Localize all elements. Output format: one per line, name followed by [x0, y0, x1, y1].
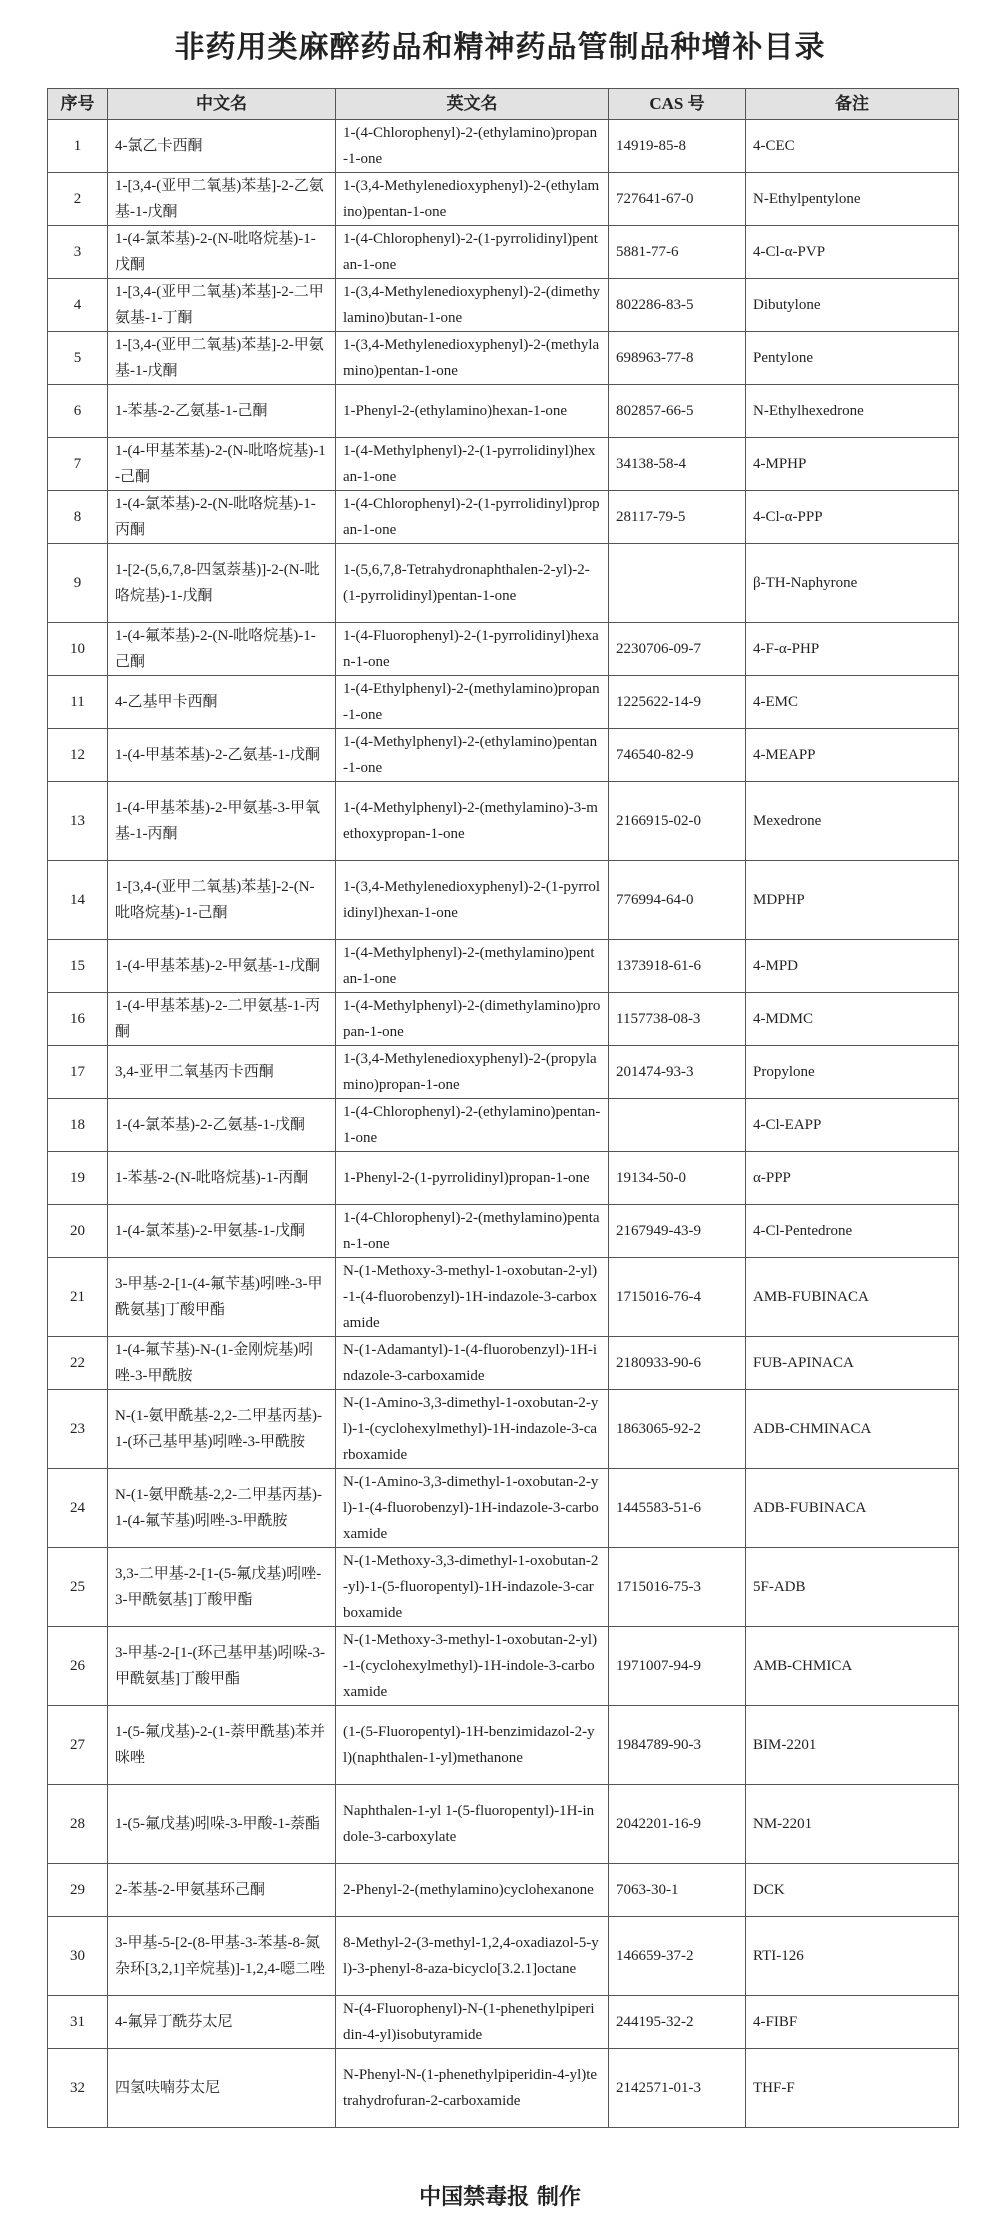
note-cell: FUB-APINACA [746, 1337, 959, 1390]
english-name-cell: 8-Methyl-2-(3-methyl-1,2,4-oxadiazol-5-yl)-3-phenyl-8-aza-bicyclo[3.2.1]octane [336, 1917, 609, 1996]
chinese-name-cell: 1-(4-氟苄基)-N-(1-金刚烷基)吲唑-3-甲酰胺 [108, 1337, 336, 1390]
cas-number-cell: 698963-77-8 [609, 332, 746, 385]
note-cell: 4-Cl-Pentedrone [746, 1205, 959, 1258]
cas-number-cell: 802286-83-5 [609, 279, 746, 332]
table-row [48, 2049, 959, 2128]
row-number-cell: 25 [48, 1548, 108, 1627]
english-name-cell: Naphthalen-1-yl 1-(5-fluoropentyl)-1H-indole-3-carboxylate [336, 1785, 609, 1864]
chinese-name-cell: 1-(4-氯苯基)-2-甲氨基-1-戊酮 [108, 1205, 336, 1258]
english-name-cell: N-Phenyl-N-(1-phenethylpiperidin-4-yl)tetrahydrofuran-2-carboxamide [336, 2049, 609, 2128]
row-number-cell: 4 [48, 279, 108, 332]
english-name-cell: 1-(4-Ethylphenyl)-2-(methylamino)propan-1-one [336, 676, 609, 729]
cas-number-cell: 1715016-76-4 [609, 1258, 746, 1337]
chinese-name-cell: 1-(4-甲基苯基)-2-乙氨基-1-戊酮 [108, 729, 336, 782]
note-cell: ADB-FUBINACA [746, 1469, 959, 1548]
row-number-cell: 3 [48, 226, 108, 279]
table-row [48, 782, 959, 861]
english-name-cell: N-(4-Fluorophenyl)-N-(1-phenethylpiperidin-4-yl)isobutyramide [336, 1996, 609, 2049]
table-row [48, 1205, 959, 1258]
table-header-row [48, 89, 959, 120]
note-cell: 4-MPD [746, 940, 959, 993]
chinese-name-cell: 1-苯基-2-乙氨基-1-己酮 [108, 385, 336, 438]
row-number-cell: 9 [48, 544, 108, 623]
cas-number-cell: 1971007-94-9 [609, 1627, 746, 1706]
english-name-cell: N-(1-Amino-3,3-dimethyl-1-oxobutan-2-yl)-1-(4-fluorobenzyl)-1H-indazole-3-carboxamide [336, 1469, 609, 1548]
note-cell: α-PPP [746, 1152, 959, 1205]
table-row [48, 1548, 959, 1627]
cas-number-cell [609, 1099, 746, 1152]
english-name-cell: N-(1-Methoxy-3-methyl-1-oxobutan-2-yl)-1-(4-fluorobenzyl)-1H-indazole-3-carboxamide [336, 1258, 609, 1337]
table-row [48, 861, 959, 940]
table-row [48, 1390, 959, 1469]
row-number-cell: 16 [48, 993, 108, 1046]
english-name-cell: N-(1-Methoxy-3-methyl-1-oxobutan-2-yl)-1-(cyclohexylmethyl)-1H-indole-3-carboxamide [336, 1627, 609, 1706]
note-cell: 4-MPHP [746, 438, 959, 491]
row-number-cell: 1 [48, 120, 108, 173]
table-row [48, 1258, 959, 1337]
row-number-cell: 5 [48, 332, 108, 385]
cas-number-cell: 1225622-14-9 [609, 676, 746, 729]
note-cell: ADB-CHMINACA [746, 1390, 959, 1469]
note-cell: N-Ethylpentylone [746, 173, 959, 226]
row-number-cell: 18 [48, 1099, 108, 1152]
cas-number-cell: 2042201-16-9 [609, 1785, 746, 1864]
table-row [48, 332, 959, 385]
english-name-cell: N-(1-Methoxy-3,3-dimethyl-1-oxobutan-2-yl)-1-(5-fluoropentyl)-1H-indazole-3-carboxamide [336, 1548, 609, 1627]
cas-number-cell: 1445583-51-6 [609, 1469, 746, 1548]
chinese-name-cell: 1-(5-氟戊基)-2-(1-萘甲酰基)苯并咪唑 [108, 1706, 336, 1785]
table-row [48, 385, 959, 438]
table-row [48, 1046, 959, 1099]
english-name-cell: 1-(3,4-Methylenedioxyphenyl)-2-(propylamino)propan-1-one [336, 1046, 609, 1099]
english-name-cell: 1-Phenyl-2-(1-pyrrolidinyl)propan-1-one [336, 1152, 609, 1205]
header-cas: CAS 号 [609, 89, 746, 120]
note-cell: N-Ethylhexedrone [746, 385, 959, 438]
table-row [48, 623, 959, 676]
table-row [48, 1864, 959, 1917]
english-name-cell: N-(1-Amino-3,3-dimethyl-1-oxobutan-2-yl)-1-(cyclohexylmethyl)-1H-indazole-3-carboxamide [336, 1390, 609, 1469]
footer-credit: 中国禁毒报 制作 [419, 2185, 581, 2210]
table-row [48, 173, 959, 226]
chinese-name-cell: 1-[3,4-(亚甲二氧基)苯基]-2-(N-吡咯烷基)-1-己酮 [108, 861, 336, 940]
cas-number-cell: 7063-30-1 [609, 1864, 746, 1917]
english-name-cell: 1-(4-Chlorophenyl)-2-(ethylamino)propan-1-one [336, 120, 609, 173]
table-row [48, 226, 959, 279]
header-note: 备注 [746, 89, 959, 120]
row-number-cell: 28 [48, 1785, 108, 1864]
row-number-cell: 13 [48, 782, 108, 861]
cas-number-cell: 2180933-90-6 [609, 1337, 746, 1390]
cas-number-cell: 2166915-02-0 [609, 782, 746, 861]
row-number-cell: 23 [48, 1390, 108, 1469]
note-cell: AMB-CHMICA [746, 1627, 959, 1706]
english-name-cell: 1-(4-Methylphenyl)-2-(ethylamino)pentan-1-one [336, 729, 609, 782]
cas-number-cell: 746540-82-9 [609, 729, 746, 782]
note-cell: 5F-ADB [746, 1548, 959, 1627]
note-cell: Propylone [746, 1046, 959, 1099]
english-name-cell: 1-(4-Methylphenyl)-2-(dimethylamino)propan-1-one [336, 993, 609, 1046]
row-number-cell: 2 [48, 173, 108, 226]
note-cell: NM-2201 [746, 1785, 959, 1864]
cas-number-cell: 802857-66-5 [609, 385, 746, 438]
cas-number-cell: 244195-32-2 [609, 1996, 746, 2049]
row-number-cell: 27 [48, 1706, 108, 1785]
note-cell: Mexedrone [746, 782, 959, 861]
note-cell: Pentylone [746, 332, 959, 385]
chinese-name-cell: 四氢呋喃芬太尼 [108, 2049, 336, 2128]
cas-number-cell: 14919-85-8 [609, 120, 746, 173]
cas-number-cell: 1373918-61-6 [609, 940, 746, 993]
row-number-cell: 20 [48, 1205, 108, 1258]
english-name-cell: 1-Phenyl-2-(ethylamino)hexan-1-one [336, 385, 609, 438]
table-row [48, 1152, 959, 1205]
cas-number-cell: 2167949-43-9 [609, 1205, 746, 1258]
cas-number-cell: 1984789-90-3 [609, 1706, 746, 1785]
chinese-name-cell: 1-(4-甲基苯基)-2-甲氨基-1-戊酮 [108, 940, 336, 993]
row-number-cell: 19 [48, 1152, 108, 1205]
table-row [48, 993, 959, 1046]
note-cell: 4-Cl-EAPP [746, 1099, 959, 1152]
note-cell: 4-Cl-α-PPP [746, 491, 959, 544]
table-row [48, 279, 959, 332]
english-name-cell: 1-(3,4-Methylenedioxyphenyl)-2-(methylamino)pentan-1-one [336, 332, 609, 385]
row-number-cell: 14 [48, 861, 108, 940]
table-row [48, 1469, 959, 1548]
note-cell: RTI-126 [746, 1917, 959, 1996]
table-row [48, 1917, 959, 1996]
cas-number-cell: 1157738-08-3 [609, 993, 746, 1046]
row-number-cell: 29 [48, 1864, 108, 1917]
chinese-name-cell: 3,3-二甲基-2-[1-(5-氟戊基)吲唑-3-甲酰氨基]丁酸甲酯 [108, 1548, 336, 1627]
header-chinese-name: 中文名 [108, 89, 336, 120]
table-row [48, 544, 959, 623]
table-row [48, 1337, 959, 1390]
note-cell: THF-F [746, 2049, 959, 2128]
row-number-cell: 15 [48, 940, 108, 993]
note-cell: 4-CEC [746, 120, 959, 173]
row-number-cell: 22 [48, 1337, 108, 1390]
chinese-name-cell: 1-(4-氟苯基)-2-(N-吡咯烷基)-1-己酮 [108, 623, 336, 676]
row-number-cell: 26 [48, 1627, 108, 1706]
table-row [48, 1099, 959, 1152]
row-number-cell: 17 [48, 1046, 108, 1099]
cas-number-cell: 2142571-01-3 [609, 2049, 746, 2128]
table-row [48, 729, 959, 782]
english-name-cell: 1-(4-Methylphenyl)-2-(methylamino)-3-methoxypropan-1-one [336, 782, 609, 861]
note-cell: 4-MDMC [746, 993, 959, 1046]
chinese-name-cell: 1-[3,4-(亚甲二氧基)苯基]-2-甲氨基-1-戊酮 [108, 332, 336, 385]
english-name-cell: 1-(4-Fluorophenyl)-2-(1-pyrrolidinyl)hexan-1-one [336, 623, 609, 676]
table-row [48, 438, 959, 491]
row-number-cell: 31 [48, 1996, 108, 2049]
english-name-cell: 1-(3,4-Methylenedioxyphenyl)-2-(ethylamino)pentan-1-one [336, 173, 609, 226]
table-row [48, 1706, 959, 1785]
row-number-cell: 12 [48, 729, 108, 782]
chinese-name-cell: 3-甲基-2-[1-(4-氟苄基)吲唑-3-甲酰氨基]丁酸甲酯 [108, 1258, 336, 1337]
document-title: 非药用类麻醉药品和精神药品管制品种增补目录 [174, 30, 826, 65]
note-cell: MDPHP [746, 861, 959, 940]
chinese-name-cell: 1-[2-(5,6,7,8-四氢萘基)]-2-(N-吡咯烷基)-1-戊酮 [108, 544, 336, 623]
chinese-name-cell: 1-(4-氯苯基)-2-(N-吡咯烷基)-1-丙酮 [108, 491, 336, 544]
chinese-name-cell: 3-甲基-5-[2-(8-甲基-3-苯基-8-氮杂环[3,2,1]辛烷基)]-1,2,4-噁二唑 [108, 1917, 336, 1996]
chinese-name-cell: 4-乙基甲卡西酮 [108, 676, 336, 729]
row-number-cell: 6 [48, 385, 108, 438]
chinese-name-cell: 1-苯基-2-(N-吡咯烷基)-1-丙酮 [108, 1152, 336, 1205]
cas-number-cell: 5881-77-6 [609, 226, 746, 279]
note-cell: Dibutylone [746, 279, 959, 332]
row-number-cell: 10 [48, 623, 108, 676]
chinese-name-cell: 1-(4-甲基苯基)-2-(N-吡咯烷基)-1-己酮 [108, 438, 336, 491]
cas-number-cell [609, 544, 746, 623]
english-name-cell: N-(1-Adamantyl)-1-(4-fluorobenzyl)-1H-indazole-3-carboxamide [336, 1337, 609, 1390]
row-number-cell: 11 [48, 676, 108, 729]
table-row [48, 1627, 959, 1706]
english-name-cell: (1-(5-Fluoropentyl)-1H-benzimidazol-2-yl)(naphthalen-1-yl)methanone [336, 1706, 609, 1785]
note-cell: 4-FIBF [746, 1996, 959, 2049]
row-number-cell: 32 [48, 2049, 108, 2128]
header-no: 序号 [48, 89, 108, 120]
cas-number-cell: 1863065-92-2 [609, 1390, 746, 1469]
chinese-name-cell: N-(1-氨甲酰基-2,2-二甲基丙基)-1-(4-氟苄基)吲唑-3-甲酰胺 [108, 1469, 336, 1548]
row-number-cell: 7 [48, 438, 108, 491]
table-row [48, 491, 959, 544]
table-row [48, 940, 959, 993]
english-name-cell: 1-(4-Chlorophenyl)-2-(methylamino)pentan-1-one [336, 1205, 609, 1258]
chinese-name-cell: 1-[3,4-(亚甲二氧基)苯基]-2-二甲氨基-1-丁酮 [108, 279, 336, 332]
english-name-cell: 1-(4-Chlorophenyl)-2-(1-pyrrolidinyl)pentan-1-one [336, 226, 609, 279]
header-english-name: 英文名 [336, 89, 609, 120]
cas-number-cell: 201474-93-3 [609, 1046, 746, 1099]
chinese-name-cell: 1-(5-氟戊基)吲哚-3-甲酸-1-萘酯 [108, 1785, 336, 1864]
note-cell: DCK [746, 1864, 959, 1917]
english-name-cell: 1-(4-Chlorophenyl)-2-(ethylamino)pentan-1-one [336, 1099, 609, 1152]
english-name-cell: 1-(4-Methylphenyl)-2-(methylamino)pentan-1-one [336, 940, 609, 993]
chinese-name-cell: 1-(4-甲基苯基)-2-甲氨基-3-甲氧基-1-丙酮 [108, 782, 336, 861]
table-body [48, 120, 959, 2128]
note-cell: BIM-2201 [746, 1706, 959, 1785]
english-name-cell: 1-(4-Methylphenyl)-2-(1-pyrrolidinyl)hexan-1-one [336, 438, 609, 491]
chinese-name-cell: 2-苯基-2-甲氨基环己酮 [108, 1864, 336, 1917]
table-row [48, 1785, 959, 1864]
note-cell: 4-MEAPP [746, 729, 959, 782]
row-number-cell: 21 [48, 1258, 108, 1337]
cas-number-cell: 1715016-75-3 [609, 1548, 746, 1627]
english-name-cell: 1-(3,4-Methylenedioxyphenyl)-2-(dimethylamino)butan-1-one [336, 279, 609, 332]
cas-number-cell: 28117-79-5 [609, 491, 746, 544]
chinese-name-cell: 3-甲基-2-[1-(环己基甲基)吲哚-3-甲酰氨基]丁酸甲酯 [108, 1627, 336, 1706]
controlled-substances-table [47, 88, 959, 2128]
english-name-cell: 1-(3,4-Methylenedioxyphenyl)-2-(1-pyrrolidinyl)hexan-1-one [336, 861, 609, 940]
table-row [48, 1996, 959, 2049]
chinese-name-cell: 4-氯乙卡西酮 [108, 120, 336, 173]
cas-number-cell: 146659-37-2 [609, 1917, 746, 1996]
english-name-cell: 1-(5,6,7,8-Tetrahydronaphthalen-2-yl)-2-(1-pyrrolidinyl)pentan-1-one [336, 544, 609, 623]
row-number-cell: 8 [48, 491, 108, 544]
chinese-name-cell: 3,4-亚甲二氧基丙卡西酮 [108, 1046, 336, 1099]
english-name-cell: 1-(4-Chlorophenyl)-2-(1-pyrrolidinyl)propan-1-one [336, 491, 609, 544]
note-cell: 4-F-α-PHP [746, 623, 959, 676]
cas-number-cell: 34138-58-4 [609, 438, 746, 491]
chinese-name-cell: N-(1-氨甲酰基-2,2-二甲基丙基)-1-(环己基甲基)吲唑-3-甲酰胺 [108, 1390, 336, 1469]
chinese-name-cell: 1-[3,4-(亚甲二氧基)苯基]-2-乙氨基-1-戊酮 [108, 173, 336, 226]
chinese-name-cell: 1-(4-氯苯基)-2-(N-吡咯烷基)-1-戊酮 [108, 226, 336, 279]
chinese-name-cell: 4-氟异丁酰芬太尼 [108, 1996, 336, 2049]
note-cell: 4-Cl-α-PVP [746, 226, 959, 279]
note-cell: 4-EMC [746, 676, 959, 729]
cas-number-cell: 776994-64-0 [609, 861, 746, 940]
cas-number-cell: 727641-67-0 [609, 173, 746, 226]
row-number-cell: 24 [48, 1469, 108, 1548]
row-number-cell: 30 [48, 1917, 108, 1996]
chinese-name-cell: 1-(4-甲基苯基)-2-二甲氨基-1-丙酮 [108, 993, 336, 1046]
note-cell: β-TH-Naphyrone [746, 544, 959, 623]
table-row [48, 676, 959, 729]
chinese-name-cell: 1-(4-氯苯基)-2-乙氨基-1-戊酮 [108, 1099, 336, 1152]
cas-number-cell: 19134-50-0 [609, 1152, 746, 1205]
english-name-cell: 2-Phenyl-2-(methylamino)cyclohexanone [336, 1864, 609, 1917]
cas-number-cell: 2230706-09-7 [609, 623, 746, 676]
note-cell: AMB-FUBINACA [746, 1258, 959, 1337]
table-row [48, 120, 959, 173]
